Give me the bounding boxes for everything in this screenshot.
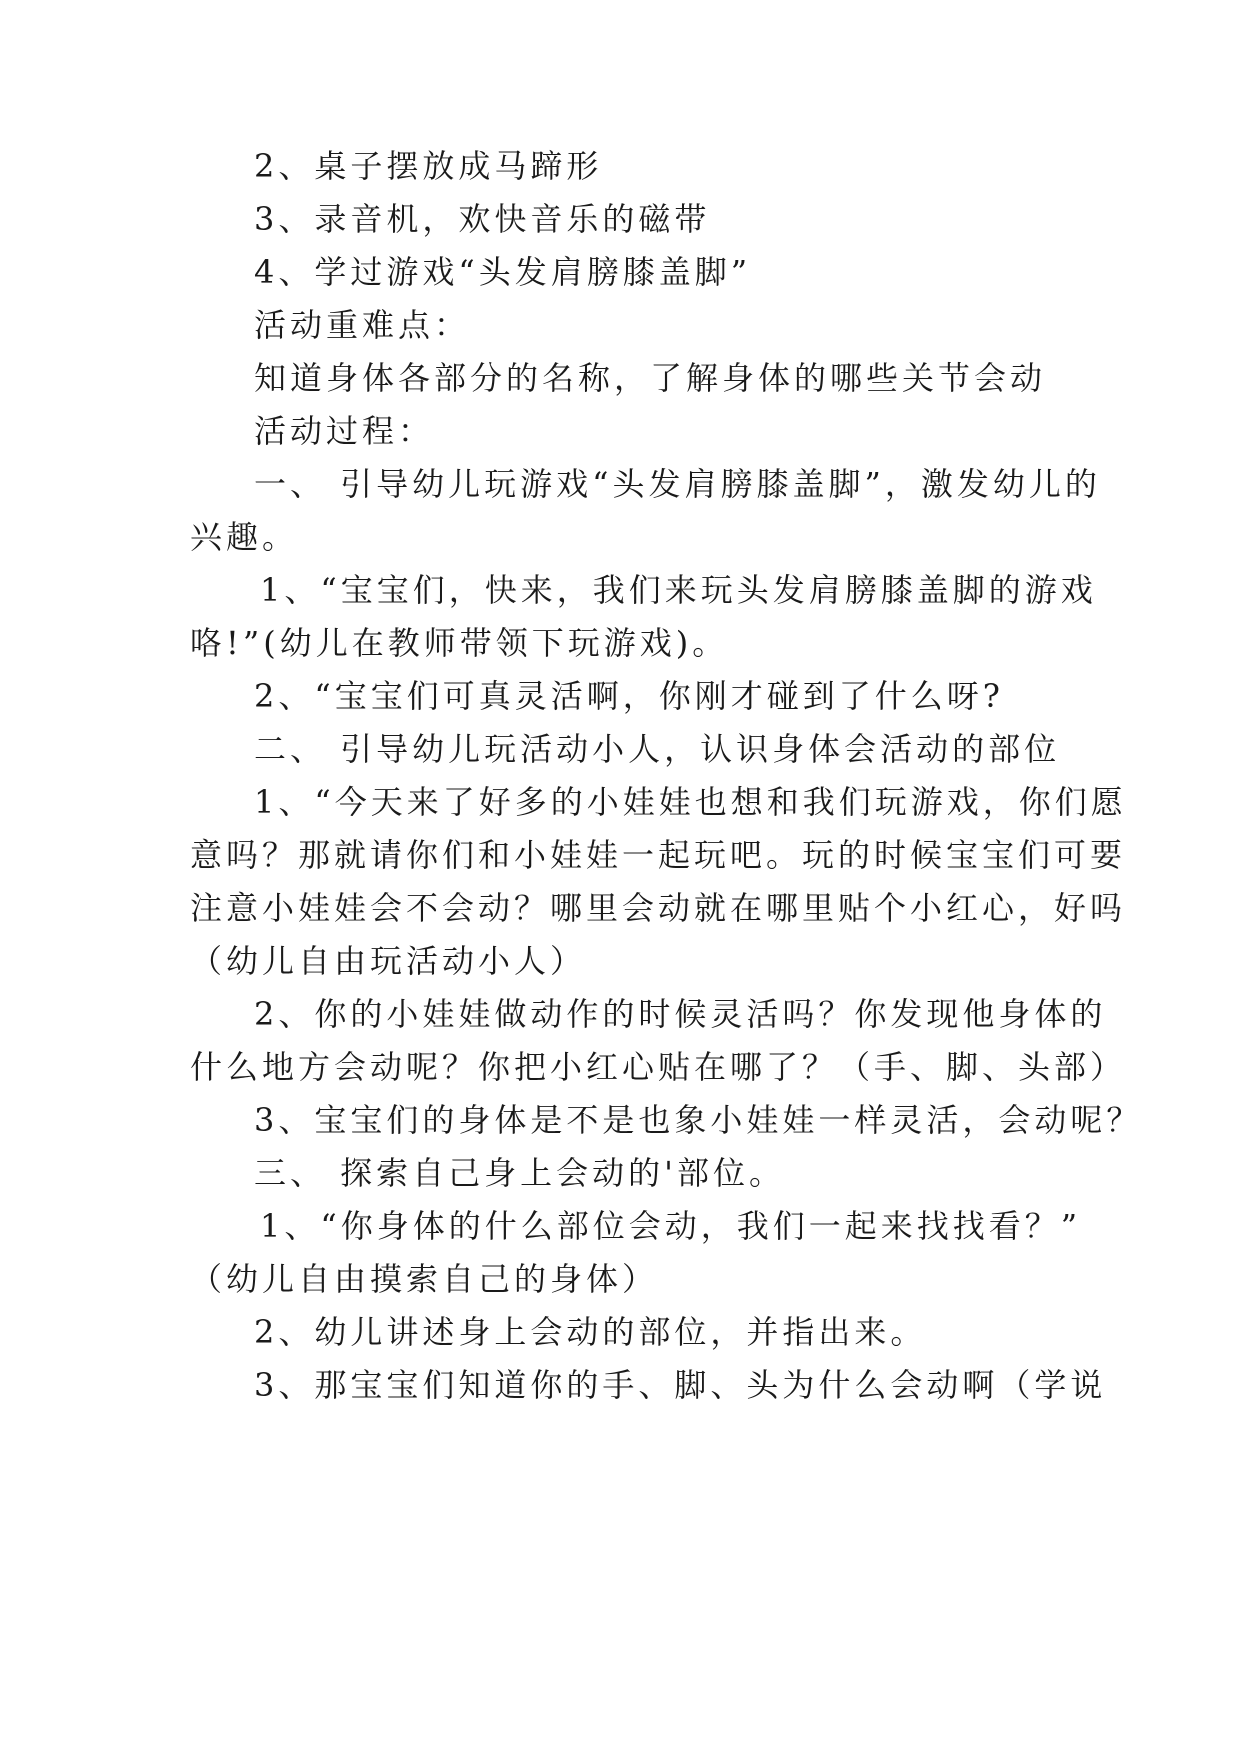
text-line: 二、 引导幼儿玩活动小人，认识身体会活动的部位 [254,730,1061,768]
text-line: 1、“你身体的什么部位会动，我们一起来找找看？” [260,1207,1082,1245]
text-line: 4、学过游戏“头发肩膀膝盖脚” [254,253,752,291]
text-line: 兴趣。 [190,518,299,556]
text-line: 3、那宝宝们知道你的手、脚、头为什么会动啊（学说 [254,1366,1107,1404]
text-line: 2、幼儿讲述身上会动的部位，并指出来。 [254,1313,927,1351]
text-line: 意吗？那就请你们和小娃娃一起玩吧。玩的时候宝宝们可要 [190,836,1127,874]
text-line: （幼儿自由摸索自己的身体） [190,1260,659,1298]
text-line: 1、“宝宝们，快来，我们来玩头发肩膀膝盖脚的游戏 [260,571,1097,609]
text-line: （幼儿自由玩活动小人） [190,942,587,980]
section-heading: 活动过程： [254,412,435,450]
text-line: 一、 引导幼儿玩游戏“头发肩膀膝盖脚”，激发幼儿的 [254,465,1101,503]
text-line: 1、“今天来了好多的小娃娃也想和我们玩游戏，你们愿 [254,783,1127,821]
text-line: 什么地方会动呢？你把小红心贴在哪了？（手、脚、头部） [190,1048,1127,1086]
text-line: 2、你的小娃娃做动作的时候灵活吗？你发现他身体的 [254,995,1107,1033]
text-line: 三、 探索自己身上会动的'部位。 [254,1154,785,1192]
text-line: 2、“宝宝们可真灵活啊，你刚才碰到了什么呀? [254,677,1004,715]
section-heading: 活动重难点： [254,306,471,344]
text-line: 注意小娃娃会不会动？哪里会动就在哪里贴个小红心，好吗 [190,889,1127,927]
text-line: 3、宝宝们的身体是不是也象小娃娃一样灵活，会动呢？ [254,1101,1143,1139]
text-line: 咯!”(幼儿在教师带领下玩游戏)。 [190,624,729,662]
text-line: 知道身体各部分的名称，了解身体的哪些关节会动 [254,359,1047,397]
text-line: 2、桌子摆放成马蹄形 [254,147,603,185]
text-line: 3、录音机，欢快音乐的磁带 [254,200,711,238]
